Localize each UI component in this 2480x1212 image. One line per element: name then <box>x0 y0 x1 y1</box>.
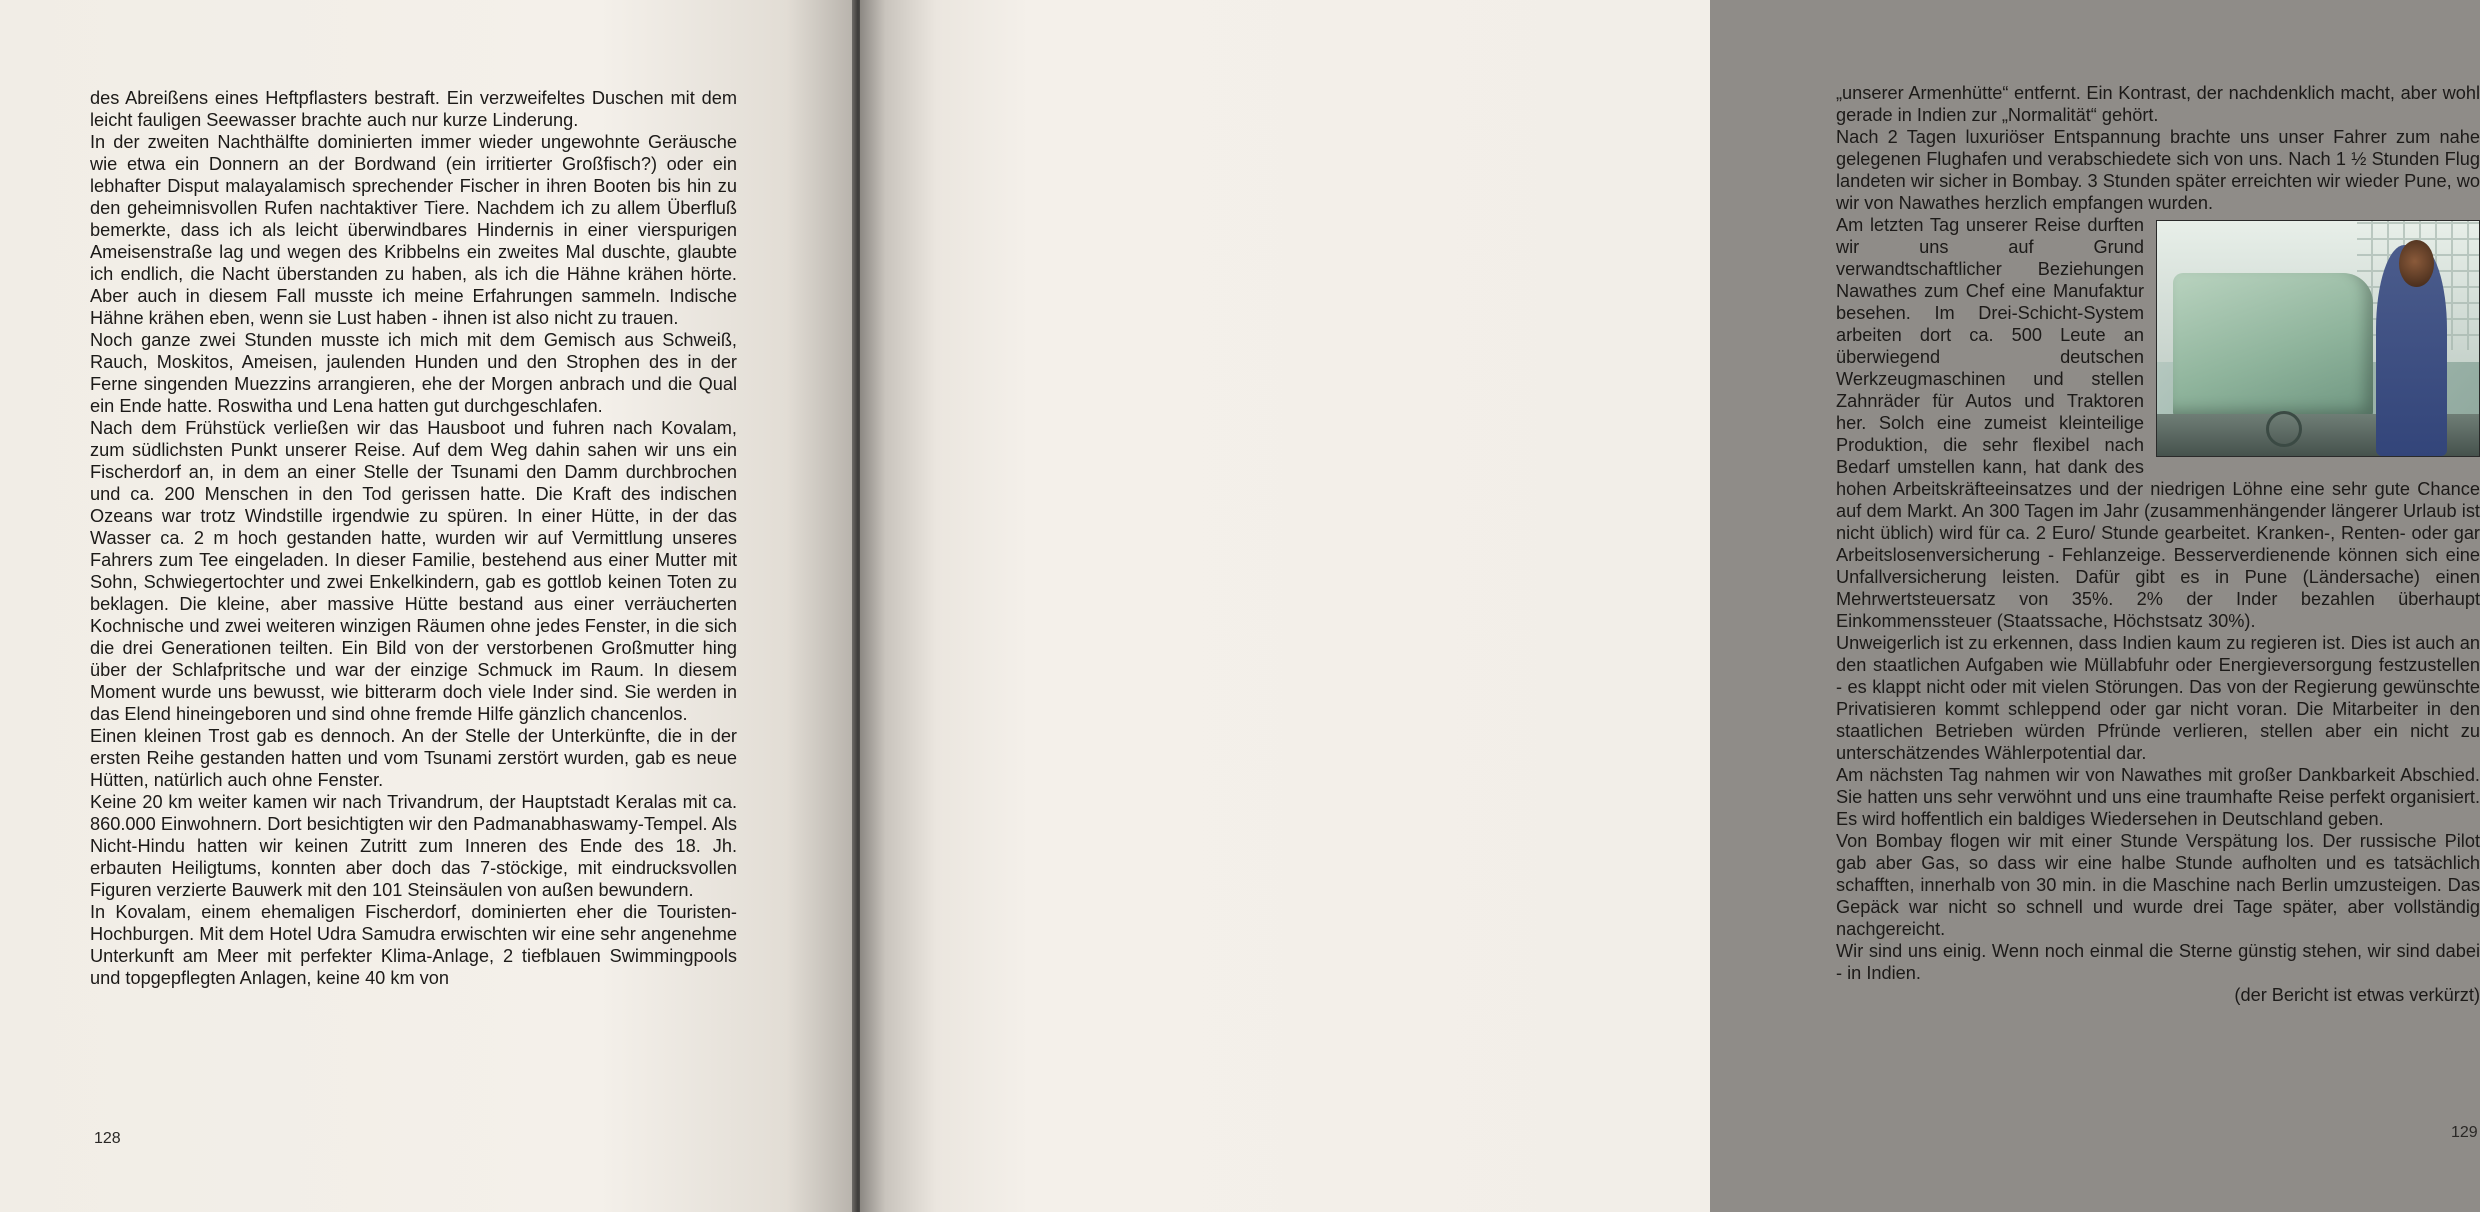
paragraph: „unserer Armenhütte“ entfernt. Ein Kontrast, der nachdenklich macht, aber wohl gerade in Indien zur „Normalität“ gehört. <box>1836 83 2480 125</box>
right-page-text <box>1836 82 2480 1006</box>
signoff: (der Bericht ist etwas verkürzt) <box>2234 985 2480 1005</box>
paragraph: Nach 2 Tagen luxuriöser Entspannung brachte uns unser Fahrer zum nahe gelegenen Flughafen und verabschiedete sich von uns. Nach 1 ½ Stunden Flug landeten wir sicher in Bombay. 3 Stunden später erreichten wir wieder Pune, wo wir von Nawathes herzlich empfangen wurden. <box>1836 127 2480 213</box>
paragraph: Am nächsten Tag nahmen wir von Nawathes mit großer Dankbarkeit Abschied. Sie hatten uns sehr verwöhnt und uns eine traumhafte Reise perfekt organisiert. Es wird hoffentlich ein baldiges Wiedersehen in Deutschland geben. <box>1836 765 2480 829</box>
photo-machine <box>2173 273 2373 419</box>
paragraph: Nach dem Frühstück verließen wir das Hausboot und fuhren nach Kovalam, zum südlichsten Punkt unserer Reise. Auf dem Weg dahin sahen wir uns ein Fischerdorf an, in dem an einer Stelle der Tsunami den Damm durchbrochen und ca. 200 Menschen in den Tod gerissen hatte. Die Kraft des indischen Ozeans war trotz Windstille irgendwie zu spüren. In einer Hütte, in der das Wasser ca. 2 m hoch gestanden hatte, wurden wir auf Vermittlung unseres Fahrers zum Tee eingeladen. In dieser Familie, bestehend aus einer Mutter mit Sohn, Schwiegertochter und zwei Enkelkindern, gab es gottlob keinen Toten zu beklagen. Die kleine, aber massive Hütte bestand aus einer verräucherten Kochnische und zwei weiteren winzigen Räumen ohne jedes Fenster, in die sich die drei Generationen teilten. Ein Bild von der verstorbenen Großmutter hing über der Schlafpritsche und war der einzige Schmuck im Raum. In diesem Moment wurde uns bewusst, wie bitterarm doch viele Inder sind. Sie werden in das Elend hineingeboren und sind ohne fremde Hilfe gänzlich chancenlos. <box>90 418 737 724</box>
paragraph: Wir sind uns einig. Wenn noch einmal die Sterne günstig stehen, wir sind dabei - in Indien. <box>1836 941 2480 983</box>
paragraph: Keine 20 km weiter kamen wir nach Trivandrum, der Hauptstadt Keralas mit ca. 860.000 Einwohnern. Dort besichtigten wir den Padmanabhaswamy-Tempel. Als Nicht-Hindu hatten wir keinen Zutritt zum Inneren des Ende des 18. Jh. erbauten Heiligtums, konnten aber doch das 7-stöckige, mit eindrucksvollen Figuren verzierte Bauwerk mit den 101 Steinsäulen von außen bewundern. <box>90 792 737 900</box>
paragraph: Unweigerlich ist zu erkennen, dass Indien kaum zu regieren ist. Dies ist auch an den staatlichen Aufgaben wie Müllabfuhr oder Energieversorgung festzustellen - es klappt nicht oder mit vielen Störungen. Das von der Regierung gewünschte Privatisieren kommt schleppend oder gar nicht voran. Die Mitarbeiter in den staatlichen Betrieben würden Pfründe verlieren, stellen aber ein nicht zu unterschätzendes Wählerpotential dar. <box>1836 633 2480 763</box>
paragraph: Noch ganze zwei Stunden musste ich mich mit dem Gemisch aus Schweiß, Rauch, Moskitos, Ameisen, jaulenden Hunden und den Strophen des in der Ferne singenden Muezzins arrangieren, ehe der Morgen anbrach und die Qual ein Ende hatte. Roswitha und Lena hatten gut durchgeschlafen. <box>90 330 737 416</box>
page-number: 128 <box>94 1130 121 1147</box>
paragraph: In der zweiten Nachthälfte dominierten immer wieder ungewohnte Geräusche wie etwa ein Donnern an der Bordwand (ein irritierter Großfisch?) oder ein lebhafter Disput malayalamisch sprechender Fischer in ihren Booten bis hin zu den geheimnisvollen Rufen nachtaktiver Tiere. Nachdem ich zu allem Überfluß bemerkte, dass ich als leicht überwindbares Hindernis in einer vierspurigen Ameisenstraße lag und wegen des Kribbelns ein zweites Mal duschte, glaubte ich endlich, die Nacht überstanden zu haben, als ich die Hähne krähen hörte. Aber auch in diesem Fall musste ich meine Erfahrungen sammeln. Indische Hähne krähen eben, wenn sie Lust haben - ihnen ist also nicht zu trauen. <box>90 132 737 328</box>
paragraph: des Abreißens eines Heftpflasters bestraft. Ein verzweifeltes Duschen mit dem leicht fauligen Seewasser brachte auch nur kurze Linderung. <box>90 88 737 130</box>
paragraph: Von Bombay flogen wir mit einer Stunde Verspätung los. Der russische Pilot gab aber Gas, so dass wir eine halbe Stunde aufholten und es tatsächlich schafften, innerhalb von 30 min. in die Maschine nach Berlin umzusteigen. Das Gepäck war nicht so schnell und wurde drei Tage später, aber vollständig nachgereicht. <box>1836 831 2480 939</box>
photo-worker-head <box>2399 240 2434 287</box>
page-number: 129 <box>2451 1124 2478 1141</box>
left-page <box>0 0 855 1212</box>
factory-worker-photo <box>2156 220 2480 457</box>
paragraph: In Kovalam, einem ehemaligen Fischerdorf, dominierten eher die Touristen-Hochburgen. Mit dem Hotel Udra Samudra erwischten wir eine sehr angenehme Unterkunft am Meer mit perfekter Klima-Anlage, 2 tiefblauen Swimmingpools und topgepflegten Anlagen, keine 40 km von <box>90 902 737 988</box>
paragraph: Am letzten Tag unserer Reise durften wir uns auf Grund verwandtschaftlicher Beziehungen Nawathes zum Chef eine Manufaktur besehen. Im Drei-Schicht-System arbeiten dort ca. 500 Leute an überwiegend deutschen Werkzeugmaschinen und stellen Zahnräder für Autos und Traktoren her. Solch eine zumeist kleinteilige Produktion, die sehr flexibel nach Bedarf umstellen kann, hat dank des hohen Arbeitskräfteeinsatzes und der niedrigen Löhne eine sehr gute Chance auf dem Markt. An 300 Tagen im Jahr (zusammenhängender längerer Urlaub ist nicht üblich) wird für ca. 2 Euro/ Stunde gearbeitet. Kranken-, Renten- oder gar Arbeitslosenversicherung - Fehlanzeige. Besserverdienende können sich eine Unfallversicherung leisten. Dafür gibt es in Pune (Ländersache) einen Mehrwertsteuersatz von 35%. 2% der Inder bezahlen überhaupt Einkommenssteuer (Staatssache, Höchstsatz 30%). <box>1836 215 2480 631</box>
paragraph: Einen kleinen Trost gab es dennoch. An der Stelle der Unterkünfte, die in der ersten Reihe gestanden hatten und vom Tsunami zerstört wurden, gab es neue Hütten, natürlich auch ohne Fenster. <box>90 726 737 790</box>
left-page-text <box>90 87 737 989</box>
right-page <box>860 0 2480 1212</box>
photo-handwheel <box>2266 411 2302 447</box>
